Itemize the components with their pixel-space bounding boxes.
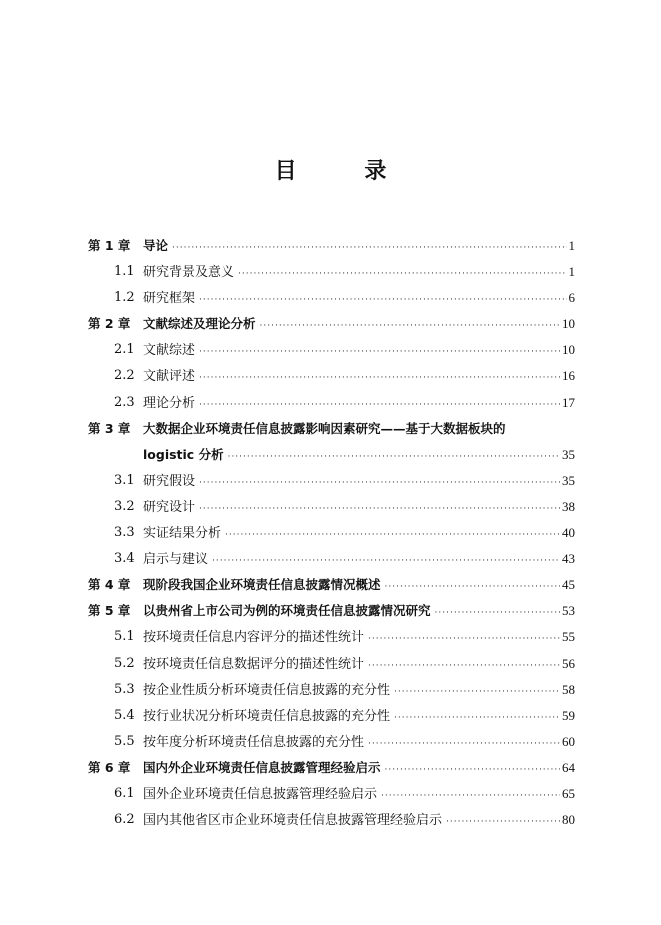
- leader-dots: [368, 653, 560, 679]
- toc-entry-page: 58: [562, 681, 575, 697]
- toc-entry-number: 2.3: [114, 394, 135, 410]
- toc-entry-page: 60: [562, 733, 575, 749]
- toc-entry-page: 56: [562, 655, 575, 671]
- table-of-contents: [0, 233, 661, 833]
- toc-entry-title: 按年度分析环境责任信息披露的充分性: [143, 734, 365, 750]
- leader-dots: [394, 679, 560, 705]
- toc-entry-number: 5.1: [114, 629, 135, 645]
- leader-dots: [385, 757, 560, 783]
- toc-entry-number: 5.5: [114, 733, 135, 749]
- toc-entry-chapter-4[interactable]: [0, 572, 661, 598]
- leader-dots: [260, 313, 560, 339]
- toc-entry-chapter-1[interactable]: [0, 233, 661, 259]
- toc-entry-page: 38: [562, 498, 575, 514]
- toc-entry-page: 64: [562, 759, 575, 775]
- toc-entry-number: 3.4: [114, 551, 135, 567]
- toc-entry-title: 文献综述及理论分析: [143, 316, 256, 332]
- toc-entry-title: logistic 分析: [143, 446, 224, 462]
- leader-dots: [238, 261, 566, 287]
- toc-entry-section-5-5[interactable]: [0, 729, 661, 755]
- leader-dots: [381, 783, 560, 809]
- toc-entry-chapter-6[interactable]: [0, 755, 661, 781]
- toc-entry-number: 6.1: [114, 785, 135, 801]
- toc-entry-page: 1: [568, 264, 575, 280]
- toc-entry-title: 启示与建议: [143, 552, 209, 568]
- toc-entry-number: 第 1 章: [88, 238, 131, 253]
- leader-dots: [446, 809, 560, 835]
- toc-entry-section-2-2[interactable]: [0, 363, 661, 389]
- toc-entry-number: 2.2: [114, 368, 135, 384]
- leader-dots: [199, 496, 560, 522]
- toc-entry-section-3-3[interactable]: [0, 520, 661, 546]
- page-title: 目 录: [274, 158, 417, 184]
- toc-entry-title: 国内外企业环境责任信息披露管理经验启示: [143, 759, 381, 775]
- toc-entry-page: 53: [562, 603, 575, 619]
- toc-entry-page: 55: [562, 629, 575, 645]
- toc-entry-page: 35: [562, 472, 575, 488]
- leader-dots: [228, 444, 560, 470]
- leader-dots: [212, 548, 560, 574]
- toc-entry-section-5-2[interactable]: [0, 651, 661, 677]
- leader-dots: [199, 287, 566, 313]
- toc-entry-chapter-3[interactable]: [0, 416, 661, 442]
- toc-entry-number: 1.2: [114, 290, 135, 306]
- toc-entry-number: 3.1: [114, 472, 135, 488]
- toc-entry-title: 文献评述: [143, 369, 196, 385]
- leader-dots: [199, 392, 560, 418]
- toc-entry-section-2-3[interactable]: [0, 390, 661, 416]
- toc-entry-title: 研究设计: [143, 499, 196, 515]
- toc-entry-section-1-2[interactable]: [0, 285, 661, 311]
- leader-dots: [199, 470, 560, 496]
- toc-entry-title: 按企业性质分析环境责任信息披露的充分性: [143, 682, 391, 698]
- leader-dots: [385, 574, 560, 600]
- toc-entry-number: 3.3: [114, 525, 135, 541]
- toc-entry-number: 5.4: [114, 707, 135, 723]
- toc-entry-number: 6.2: [114, 812, 135, 828]
- leader-dots: [368, 731, 560, 757]
- toc-entry-page: 59: [562, 707, 575, 723]
- toc-entry-page: 40: [562, 525, 575, 541]
- toc-entry-number: 第 2 章: [88, 316, 131, 332]
- toc-entry-page: 17: [562, 394, 575, 410]
- toc-entry-number: 第 5 章: [88, 603, 131, 619]
- toc-entry-page: 6: [568, 290, 575, 306]
- toc-entry-title: 按行业状况分析环境责任信息披露的充分性: [143, 708, 391, 724]
- toc-entry-title: 理论分析: [143, 395, 196, 411]
- toc-entry-title: 研究背景及意义: [143, 265, 235, 281]
- toc-entry-title: 研究假设: [143, 473, 196, 489]
- toc-entry-number: 5.2: [114, 655, 135, 671]
- leader-dots: [199, 339, 560, 365]
- toc-entry-title: 按环境责任信息数据评分的描述性统计: [143, 656, 365, 672]
- toc-entry-number: 第 4 章: [88, 577, 131, 593]
- toc-entry-page: 10: [562, 342, 575, 358]
- toc-entry-page: 45: [562, 577, 575, 593]
- toc-entry-number: 1.1: [114, 264, 135, 280]
- toc-entry-section-3-1[interactable]: [0, 468, 661, 494]
- toc-entry-page: 43: [562, 551, 575, 567]
- toc-entry-title: 导论: [143, 238, 169, 253]
- leader-dots: [368, 626, 560, 652]
- toc-entry-section-5-1[interactable]: [0, 624, 661, 650]
- toc-entry-section-5-4[interactable]: [0, 703, 661, 729]
- toc-entry-title: 按环境责任信息内容评分的描述性统计: [143, 630, 365, 646]
- toc-entry-section-3-2[interactable]: [0, 494, 661, 520]
- leader-dots: [172, 235, 566, 261]
- toc-entry-title: 以贵州省上市公司为例的环境责任信息披露情况研究: [143, 603, 431, 619]
- toc-entry-title: 实证结果分析: [143, 526, 222, 542]
- toc-entry-section-5-3[interactable]: [0, 677, 661, 703]
- toc-entry-page: 10: [562, 316, 575, 332]
- toc-entry-chapter-3-continued[interactable]: [0, 442, 661, 468]
- toc-entry-page: 65: [562, 785, 575, 801]
- toc-entry-title: 现阶段我国企业环境责任信息披露情况概述: [143, 577, 381, 593]
- leader-dots: [199, 365, 560, 391]
- toc-entry-title: 文献综述: [143, 343, 196, 359]
- toc-entry-section-6-2[interactable]: [0, 807, 661, 833]
- toc-entry-section-3-4[interactable]: [0, 546, 661, 572]
- toc-entry-number: 第 6 章: [88, 759, 131, 775]
- toc-entry-number: 3.2: [114, 498, 135, 514]
- toc-entry-title: 国内其他省区市企业环境责任信息披露管理经验启示: [143, 813, 443, 829]
- toc-entry-title: 大数据企业环境责任信息披露影响因素研究——基于大数据板块的: [143, 420, 506, 436]
- toc-entry-chapter-2[interactable]: [0, 311, 661, 337]
- toc-entry-section-6-1[interactable]: [0, 781, 661, 807]
- toc-entry-number: 第 3 章: [88, 420, 131, 436]
- toc-entry-title: 研究框架: [143, 291, 196, 307]
- toc-entry-chapter-5[interactable]: [0, 598, 661, 624]
- toc-entry-page: 16: [562, 368, 575, 384]
- toc-entry-title: 国外企业环境责任信息披露管理经验启示: [143, 786, 378, 802]
- leader-dots: [225, 522, 560, 548]
- toc-entry-page: 1: [568, 238, 575, 253]
- toc-entry-number: 5.3: [114, 681, 135, 697]
- toc-entry-page: 80: [562, 812, 575, 828]
- toc-entry-section-2-1[interactable]: [0, 337, 661, 363]
- toc-entry-section-1-1[interactable]: [0, 259, 661, 285]
- toc-entry-page: 35: [562, 446, 575, 462]
- toc-entry-number: 2.1: [114, 342, 135, 358]
- leader-dots: [394, 705, 560, 731]
- leader-dots: [435, 600, 560, 626]
